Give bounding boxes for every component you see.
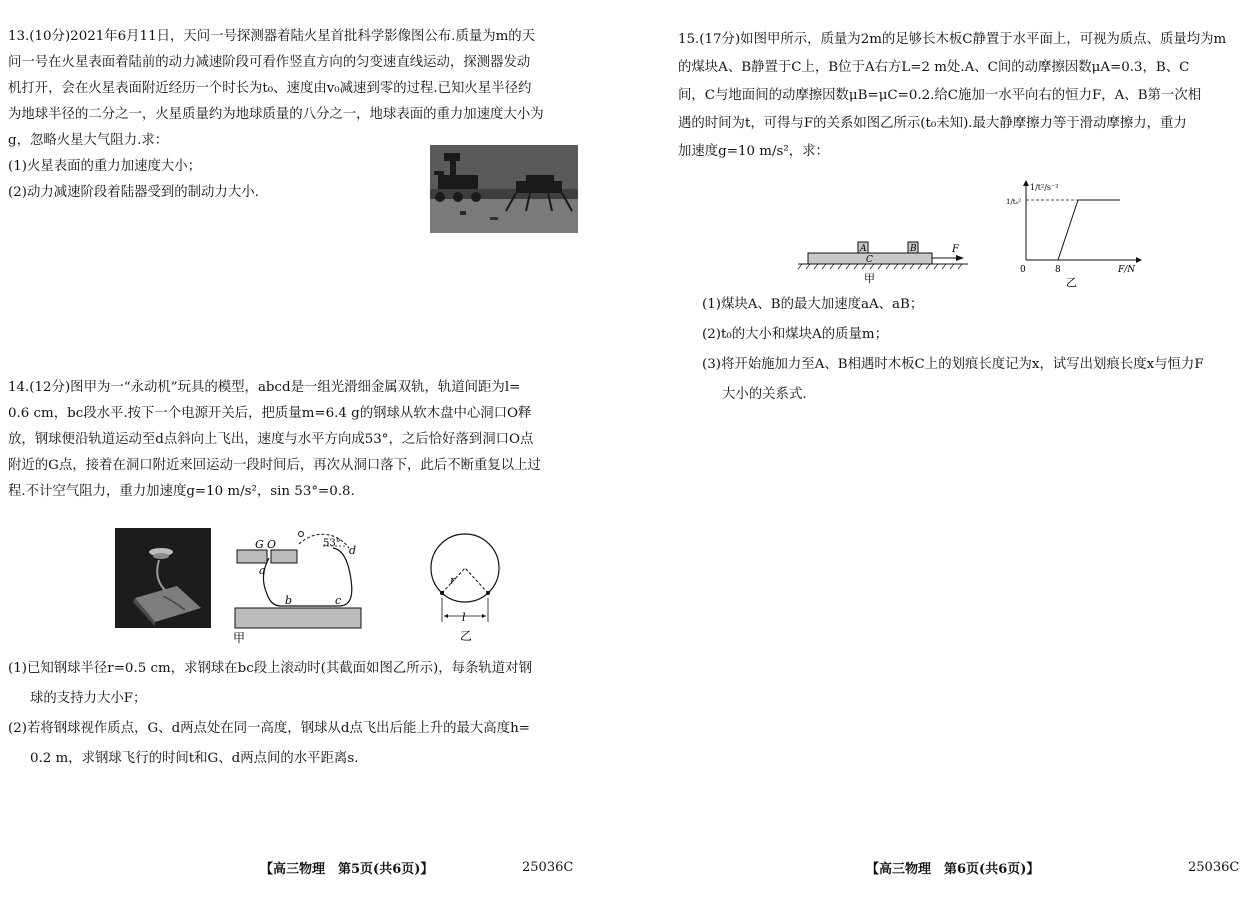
label-C: C — [866, 255, 873, 265]
x-axis-label: F/N — [1118, 265, 1136, 275]
q14-line-5: 程.不计空气阻力，重力加速度g=10 m/s²，sin 53°=0.8. — [8, 484, 355, 499]
label-a: a — [259, 564, 266, 577]
q14-sub-2b: 0.2 m，求钢球飞行的时间t和G、d两点间的水平距离s. — [30, 751, 359, 766]
label-A: A — [860, 244, 867, 254]
q15-sub-1: (1)煤块A、B的最大加速度aA、aB； — [702, 297, 924, 312]
label-angle: 53° — [323, 538, 341, 549]
q15-line-5: 加速度g=10 m/s²，求： — [678, 144, 829, 159]
left-footer: 【高三物理 第5页(共6页)】 — [260, 862, 434, 877]
question-14 — [8, 375, 580, 505]
q13-sub-2: (2)动力减速阶段着陆器受到的制动力大小. — [8, 185, 259, 200]
figure-14-jia — [225, 524, 370, 650]
right-exam-code: 25036C — [1188, 860, 1240, 875]
q13-line-4: 为地球半径的二分之一，火星质量约为地球质量的八分之一，地球表面的重力加速度大小为 — [8, 107, 544, 122]
x-tick-label: 8 — [1055, 265, 1061, 275]
q14-sub-1a: (1)已知钢球半径r=0.5 cm，求钢球在bc段上滚动时(其截面如图乙所示)，每条轨道对钢 — [8, 661, 532, 676]
y-tick-label: 1/t₀² — [1006, 198, 1022, 206]
label-yi-15: 乙 — [1066, 276, 1077, 289]
q13-line-3: 机打开，会在火星表面附近经历一个时长为t₀、速度由v₀减速到零的过程.已知火星半径约 — [8, 81, 532, 96]
q15-line-2: 的煤块A、B静置于C上，B位于A右方L=2 m处.A、C间的动摩擦因数μA=0.3，B、C — [678, 60, 1190, 75]
label-jia: 甲 — [233, 631, 246, 645]
q15-sub-3b: 大小的关系式. — [722, 387, 807, 402]
label-F: F — [952, 244, 959, 255]
label-d: d — [349, 544, 357, 557]
label-c: c — [335, 594, 342, 607]
label-jia-15: 甲 — [864, 272, 875, 285]
q13-line-1: 13.(10分)2021年6月11日，天问一号探测器着陆火星首批科学影像图公布.质量为m的天 — [8, 29, 536, 44]
figure-15-yi-graph — [1006, 178, 1146, 294]
q14-sub-2a: (2)若将钢球视作质点，G、d两点处在同一高度，钢球从d点飞出后能上升的最大高度h= — [8, 721, 530, 736]
q14-line-3: 放，钢球便沿轨道运动至d点斜向上飞出，速度与水平方向成53°，之后恰好落到洞口O点 — [8, 432, 534, 447]
origin-label: 0 — [1020, 265, 1026, 275]
figure-14-yi — [420, 522, 510, 648]
left-exam-code: 25036C — [522, 860, 574, 875]
right-footer: 【高三物理 第6页(共6页)】 — [866, 862, 1040, 877]
q13-line-5: g，忽略火星大气阻力.求： — [8, 133, 169, 148]
label-O: O — [267, 538, 277, 551]
question-14-subs — [8, 654, 580, 774]
q15-line-1: 15.(17分)如图甲所示，质量为2m的足够长木板C静置于水平面上，可视为质点、质量均为m — [678, 32, 1227, 47]
label-yi: 乙 — [460, 629, 473, 643]
q14-line-4: 附近的G点，接着在洞口附近来回运动一段时间后，再次从洞口落下，此后不断重复以上过 — [8, 458, 541, 473]
q14-line-1: 14.(12分)图甲为一“永动机”玩具的模型，abcd是一组光滑细金属双轨，轨道间距为l= — [8, 380, 521, 395]
perpetual-motion-toy-photo — [115, 528, 211, 628]
mars-lander-photo — [430, 145, 578, 233]
figure-15-jia — [796, 236, 971, 292]
question-15-subs — [702, 290, 1242, 410]
q13-sub-1: (1)火星表面的重力加速度大小； — [8, 159, 202, 174]
q14-sub-1b: 球的支持力大小F； — [30, 691, 147, 706]
y-axis-label: 1/t²/s⁻² — [1030, 183, 1059, 192]
q15-sub-3: (3)将开始施加力至A、B相遇时木板C上的划痕长度记为x，试写出划痕长度x与恒力F — [702, 357, 1204, 372]
label-l: l — [462, 611, 466, 624]
q13-line-2: 问一号在火星表面着陆前的动力减速阶段可看作竖直方向的匀变速直线运动，探测器发动 — [8, 55, 531, 70]
label-b: b — [285, 594, 293, 607]
q15-sub-2: (2)t₀的大小和煤块A的质量m； — [702, 327, 888, 342]
label-B: B — [910, 244, 917, 254]
question-15 — [678, 26, 1243, 166]
q15-line-4: 遇的时间为t，可得与F的关系如图乙所示(t₀未知).最大静摩擦力等于滑动摩擦力，重力 — [678, 116, 1187, 131]
label-G: G — [255, 538, 264, 551]
q15-line-3: 间，C与地面间的动摩擦因数μB=μC=0.2.给C施加一水平向右的恒力F，A、B第一次相 — [678, 88, 1202, 103]
label-r: r — [450, 574, 456, 587]
q14-line-2: 0.6 cm，bc段水平.按下一个电源开关后，把质量m=6.4 g的钢球从软木盘中心洞口O释 — [8, 406, 532, 421]
